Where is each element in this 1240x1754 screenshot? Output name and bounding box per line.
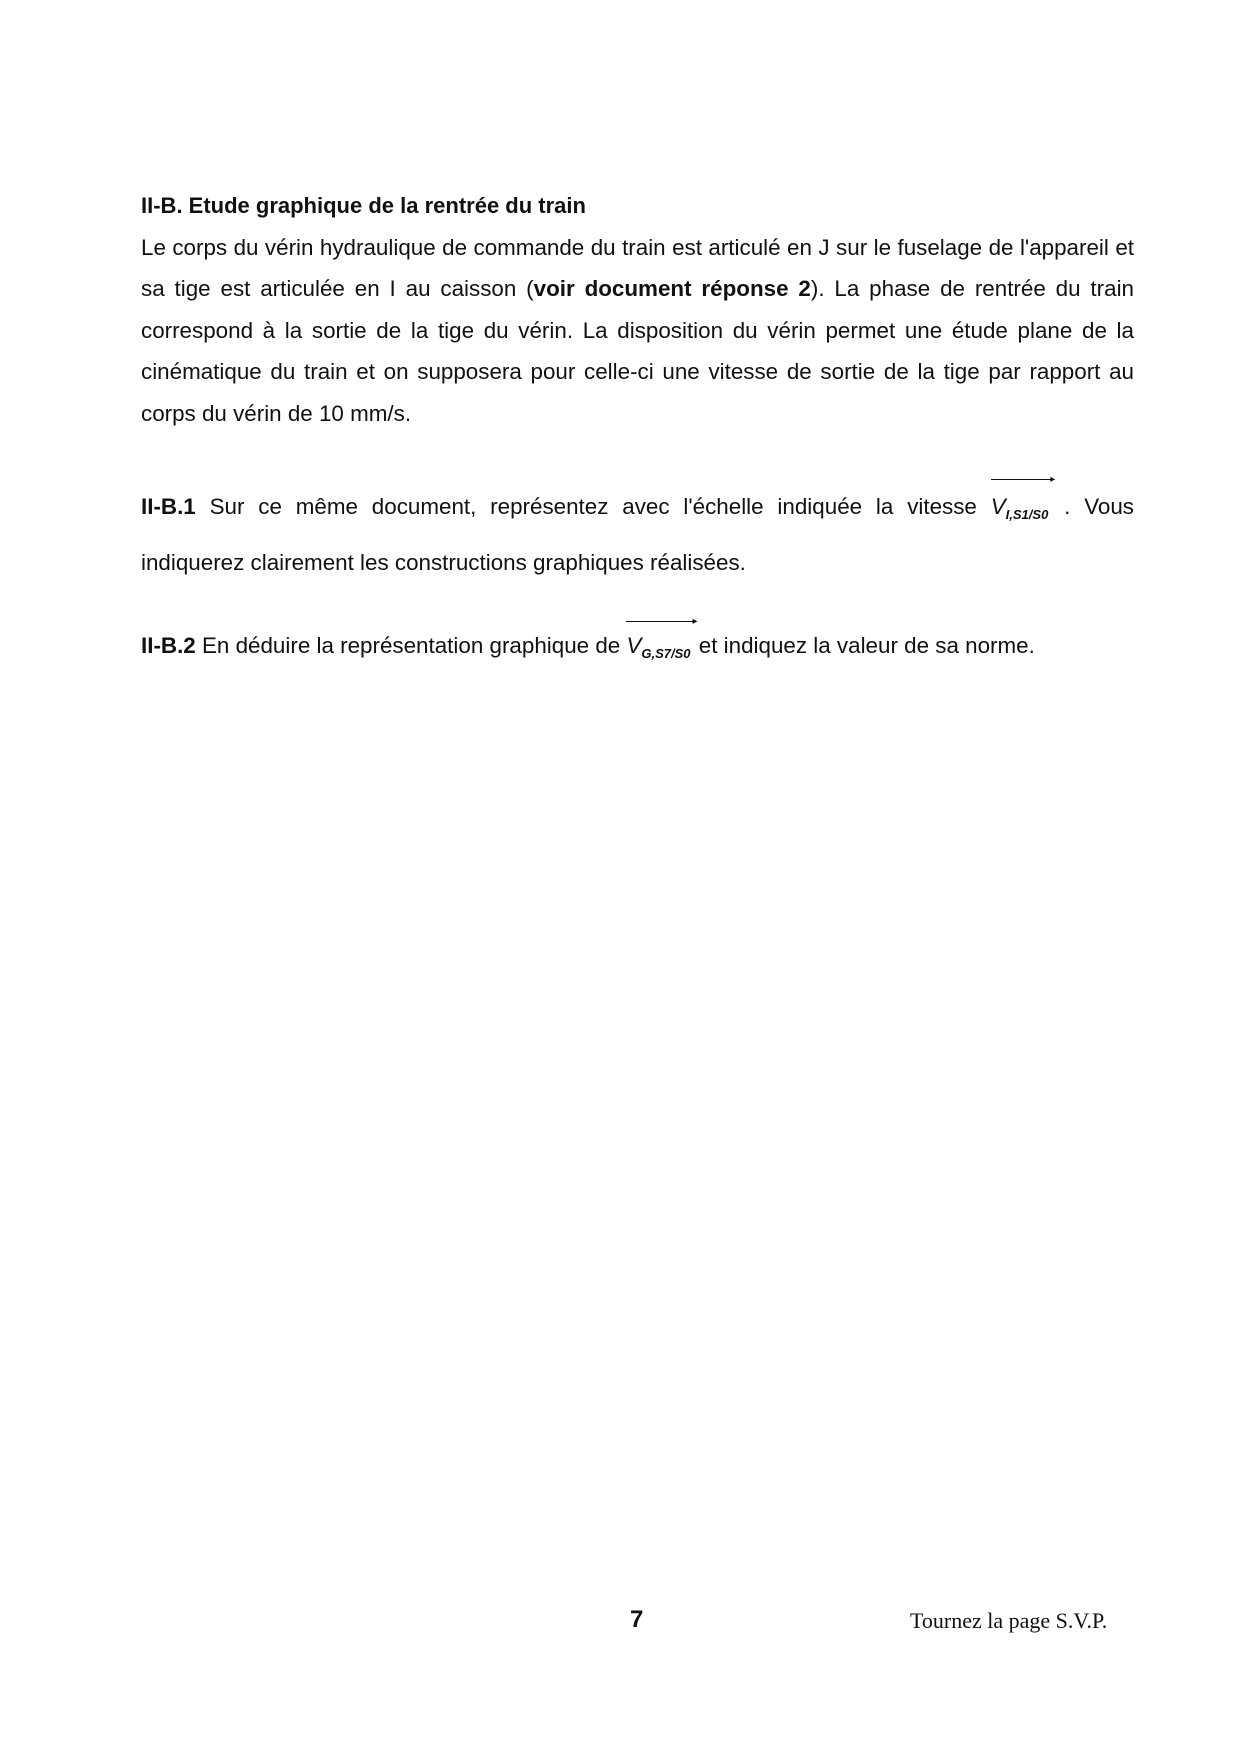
velocity-vector-g xyxy=(626,616,698,675)
vector-overline xyxy=(626,621,694,622)
question-1-text-before: Sur ce même document, représentez avec l'échelle indiquée la vitesse xyxy=(195,494,991,519)
page-number: 7 xyxy=(630,1606,644,1633)
question-1 xyxy=(141,474,1134,587)
question-2-label: II-B.2 xyxy=(141,633,196,658)
document-reference: voir document réponse 2 xyxy=(533,276,811,302)
intro-paragraph xyxy=(141,227,1134,434)
question-2-text-after: et indiquez la valeur de sa norme. xyxy=(692,633,1035,658)
vector-subscript: I,S1/S0 xyxy=(1005,507,1049,522)
intro-text-part-2: ). La phase de rentrée du train correspond à la sortie de la tige du vérin. La disposition du vérin permet une étude plane de la cinématique du train et on supposera pour celle-ci une vitesse de sortie de la tige par rapport au corps du vérin de 10 mm/s. xyxy=(141,276,1134,426)
vector-symbol: V xyxy=(990,494,1006,519)
question-2 xyxy=(141,616,1141,675)
vector-subscript: G,S7/S0 xyxy=(641,646,691,661)
question-1-label: II-B.1 xyxy=(141,494,196,519)
velocity-vector-i xyxy=(990,474,1056,539)
turn-page-note: Tournez la page S.V.P. xyxy=(910,1608,1108,1633)
question-1-text-after: . Vous indiquerez clairement les constructions graphiques réalisées. xyxy=(141,494,1134,575)
question-2-text-before: En déduire la représentation graphique de xyxy=(195,633,627,658)
intro-text-part-1: Le corps du vérin hydraulique de commande du train est articulé en J sur le fuselage de l'appareil et sa tige est articulée en I au caisson ( xyxy=(141,235,1134,302)
vector-symbol: V xyxy=(626,633,642,658)
vector-overline xyxy=(991,479,1053,480)
section-title: II-B. Etude graphique de la rentrée du train xyxy=(141,193,586,218)
vector-arrowhead-icon: ▸ xyxy=(692,616,698,627)
vector-arrowhead-icon: ▸ xyxy=(1050,474,1056,485)
